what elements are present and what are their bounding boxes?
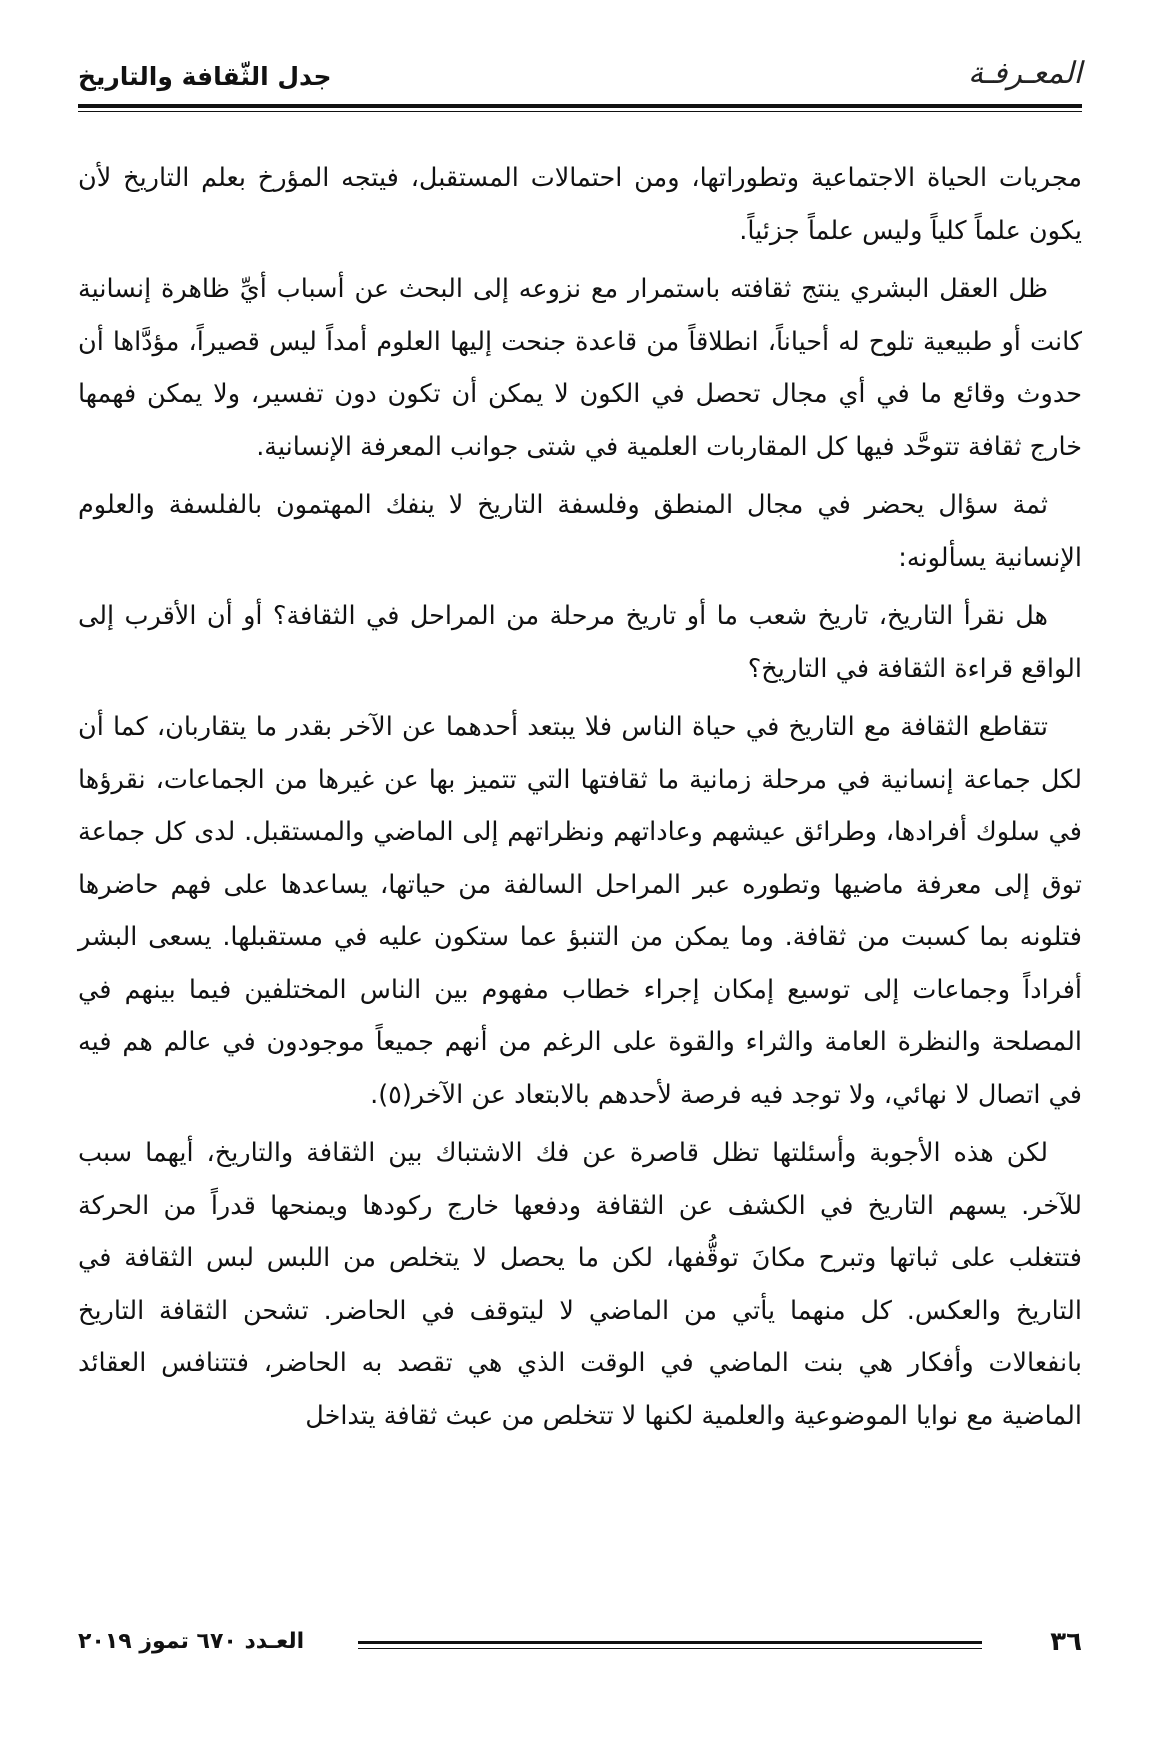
article-body	[78, 152, 1082, 1448]
header-divider-thick	[78, 104, 1082, 108]
footer-divider-thin	[358, 1648, 982, 1649]
issue-info: العـدد ٦٧٠ تموز ٢٠١٩	[78, 1629, 305, 1654]
paragraph: تتقاطع الثقافة مع التاريخ في حياة الناس فلا يبتعد أحدهما عن الآخر بقدر ما يتقاربان، كما أن لكل جماعة إنسانية في مرحلة زمانية ما ثقافتها التي تتميز بها عن غيرها من الجماعات، نقرؤها في سلوك أفرادها، وطرائق عيشهم وعاداتهم ونظراتهم إلى الماضي والمستقبل. لدى كل جماعة توق إلى معرفة ماضيها وتطوره عبر المراحل السالفة من حياتها، يساعدها على فهم حاضرها فتلونه بما كسبت من ثقافة. وما يمكن من التنبؤ عما ستكون عليه في مستقبلها. يسعى البشر أفراداً وجماعات إلى توسيع إمكان إجراء خطاب مفهوم بين الناس المختلفين فيما بينهم في المصلحة والنظرة العامة والثراء والقوة على الرغم من أنهم جميعاً موجودون في عالم هم فيه في اتصال لا نهائي، ولا توجد فيه فرصة لأحدهم بالابتعاد عن الآخر(٥).	[78, 712, 1082, 1110]
page-header	[78, 48, 1082, 98]
page-number: ٣٦	[1050, 1627, 1082, 1657]
paragraph: مجريات الحياة الاجتماعية وتطوراتها، ومن احتمالات المستقبل، فيتجه المؤرخ بعلم التاريخ لأن يكون علماً كلياً وليس علماً جزئياً.	[78, 163, 1082, 246]
paragraph: لكن هذه الأجوبة وأسئلتها تظل قاصرة عن فك الاشتباك بين الثقافة والتاريخ، أيهما سبب للآخر. يسهم التاريخ في الكشف عن الثقافة ودفعها خارج ركودها ويمنحها قدراً من الحركة فتتغلب على ثباتها وتبرح مكانَ توقُّفها، لكن ما يحصل لا يتخلص من اللبس لبس الثقافة في التاريخ والعكس. كل منهما يأتي من الماضي لا ليتوقف في الحاضر. تشحن الثقافة التاريخ بانفعالات وأفكار هي بنت الماضي في الوقت الذي هي تقصد به الحاضر، فتتنافس العقائد الماضية مع نوايا الموضوعية والعلمية لكنها لا تتخلص من عبث ثقافة يتداخل	[78, 1138, 1082, 1431]
magazine-logo: المعـرفـة	[968, 56, 1082, 91]
paragraph: ثمة سؤال يحضر في مجال المنطق وفلسفة التاريخ لا ينفك المهتمون بالفلسفة والعلوم الإنسانية يسألونه:	[78, 490, 1082, 573]
running-title: جدل الثّقافة والتاريخ	[78, 62, 332, 91]
paragraph: ظل العقل البشري ينتج ثقافته باستمرار مع نزوعه إلى البحث عن أسباب أيِّ ظاهرة إنسانية كانت أو طبيعية تلوح له أحياناً، انطلاقاً من قاعدة جنحت إليها العلوم أمداً ليس قصيراً، مؤدَّاها أن حدوث وقائع ما في أي مجال تحصل في الكون لا يمكن أن تكون دون تفسير، ولا يمكن فهمها خارج ثقافة تتوحَّد فيها كل المقاربات العلمية في شتى جوانب المعرفة الإنسانية.	[78, 274, 1082, 462]
page-footer	[78, 1625, 1082, 1665]
header-divider-thin	[78, 111, 1082, 112]
footer-divider-thick	[358, 1641, 982, 1644]
paragraph: هل نقرأ التاريخ، تاريخ شعب ما أو تاريخ مرحلة من المراحل في الثقافة؟ أو أن الأقرب إلى الواقع قراءة الثقافة في التاريخ؟	[78, 601, 1082, 684]
